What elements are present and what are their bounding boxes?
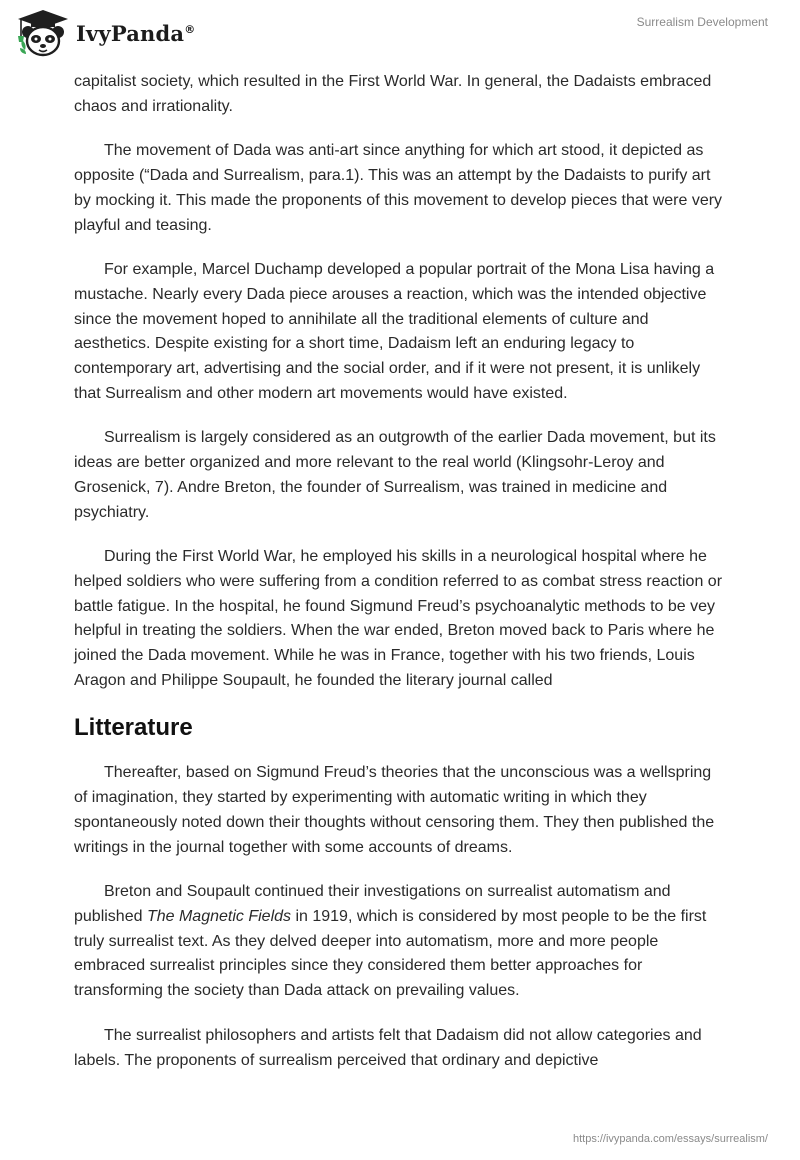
brand-name: IvyPanda® [76,20,196,46]
ivypanda-logo[interactable] [14,8,195,58]
source-url[interactable]: https://ivypanda.com/essays/surrealism/ [572,1133,768,1145]
paragraph-text: in 1919, which is considered by most people to be the first truly surrealist text. As they delved deeper into automatism, more and more people embraced surrealist principles since they considered them better approaches for transforming the society than Dada attack on prevailing values. [74,907,707,1000]
paragraph: Thereafter, based on Sigmund Freud’s theories that the unconscious was a wellspring of imagination, they started by experimenting with automatic writing in which they spontaneously noted down their thoughts without censoring them. They then published the writings in the journal together with some accounts of dreams. [74,764,715,856]
essay-content [74,70,724,1093]
paragraph: The surrealist philosophers and artists felt that Dadaism did not allow categories and labels. The proponents of surrealism perceived that ordinary and depictive [74,1026,702,1069]
paragraph: For example, Marcel Duchamp developed a popular portrait of the Mona Lisa having a mustache. Nearly every Dada piece arouses a reaction, which was the intended objective since the movement hoped to annihilate all the traditional elements of culture and aesthetics. Despite existing for a short time, Dadaism left an enduring legacy to contemporary art, advertising and the social order, and if it were not present, it is unlikely that Surrealism and other modern art movements would have existed. [74,261,715,402]
paragraph: capitalist society, which resulted in the First World War. In general, the Dadaists embraced chaos and irrationality. [74,73,712,115]
paragraph [74,880,724,1004]
section-heading: Litterature [74,714,193,742]
document-title: Surrealism Development [636,15,768,29]
page-header [0,0,800,64]
paragraph: The movement of Dada was anti-art since anything for which art stood, it depicted as opposite (“Dada and Surrealism, para.1). This was an attempt by the Dadaists to purify art by mocking it. This made the proponents of this movement to develop pieces that were very playful and teasing. [74,142,723,234]
panda-graduate-icon [14,8,72,58]
paragraph-text: Breton and Soupault continued their investigations on surrealist automatism and published [74,883,671,925]
paragraph: Surrealism is largely considered as an outgrowth of the earlier Dada movement, but its ideas are better organized and more relevant to the real world (Klingsohr-Leroy and Grosenick, 7). Andre Breton, the founder of Surrealism, was trained in medicine and psychiatry. [74,429,716,521]
paragraph: During the First World War, he employed his skills in a neurological hospital where he helped soldiers who were suffering from a condition referred to as combat stress reaction or battle fatigue. In the hospital, he found Sigmund Freud’s psychoanalytic methods to be vey helpful in treating the soldiers. When the war ended, Breton moved back to Paris where he joined the Dada movement. While he was in France, together with his two friends, Louis Aragon and Philippe Soupault, he founded the literary journal called [74,548,723,689]
book-title: The Magnetic Fields [146,907,292,925]
